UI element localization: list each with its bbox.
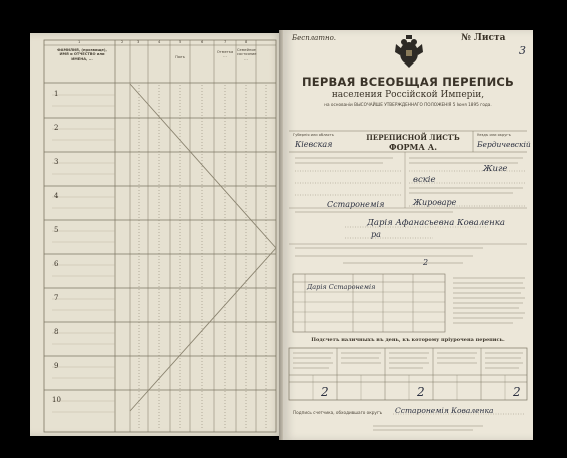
summary-caption: Подсчетъ наличныхъ въ день, къ которому пріурочена перепись. [311,337,505,343]
column-header-mark: Отметка ... [216,50,234,59]
field-b: 2 [423,258,429,267]
guberniya-value: Кiевская [295,140,333,149]
column-number: 3 [137,40,140,44]
sheet-number-value: 3 [519,44,526,57]
row-number: 5 [54,226,59,234]
row-number: 7 [54,294,59,302]
guberniya-label: Губернiя или область [293,133,334,137]
owner-name: Дарiя Афанасьевна Коваленка [367,218,505,228]
persons-entry: Дарiя Сстаронемiя [307,283,376,291]
counter-signature: Сстаронемiя Коваленка [395,406,494,415]
column-number: 7 [224,40,227,44]
column-header-marital: Семейное состояние ... [237,48,257,61]
right-page-lines [283,30,533,440]
left-page [30,33,283,436]
form-title: ФОРМА А. [388,142,438,152]
free-label: Бесплатно. [292,34,337,42]
uezd-label: Уездъ или округъ [477,133,511,137]
row-number: 6 [54,260,59,268]
volost-value: Жиге [483,164,508,174]
row-number: 1 [54,90,59,98]
column-number: 6 [201,40,204,44]
row-number: 2 [54,124,59,132]
census-title: ПЕРВАЯ ВСЕОБЩАЯ ПЕРЕПИСЬ [301,75,515,89]
left-page-grid [30,33,283,436]
row-number: 9 [54,362,59,370]
column-number: 5 [179,40,182,44]
column-number: 8 [245,40,248,44]
census-subtitle: населения Россiйской Имперiи, [331,90,485,100]
village-value: Сстаронемiя [327,200,385,209]
row-number: 4 [54,192,59,200]
column-number: 1 [78,40,81,44]
row-number: 3 [54,158,59,166]
column-header-name: ФАМИЛИЯ, (прозвище), ИМЯ и ОТЧЕСТВО или ИМЕНА, ... [57,48,107,61]
counter-label: Подпись счетчика, обходившаго округъ [293,410,383,415]
total-2: 2 [417,385,425,399]
row-number: 10 [52,396,61,404]
town-value: Жироваре [413,198,457,207]
uezd-value: Бердичевскiй [477,140,531,149]
census-decree: на основанiи ВЫСОЧАЙШЕ УТВЕРЖДЕННАГО ПОЛОЖЕНIЯ 5 Iюня 1895 года. [324,102,492,107]
column-number: 4 [158,40,161,44]
total-3: 2 [513,385,521,399]
sheet-title: ПЕРЕПИСНОЙ ЛИСТЪ [366,133,460,142]
column-number: 2 [121,40,124,44]
sheet-number-label: № Листа [461,33,506,43]
total-1: 2 [321,385,329,399]
field-a: ра [371,230,381,239]
column-header-sex: Полъ [175,55,185,59]
row-number: 8 [54,328,59,336]
right-page [283,30,533,440]
selo-value: вскiе [413,175,436,185]
